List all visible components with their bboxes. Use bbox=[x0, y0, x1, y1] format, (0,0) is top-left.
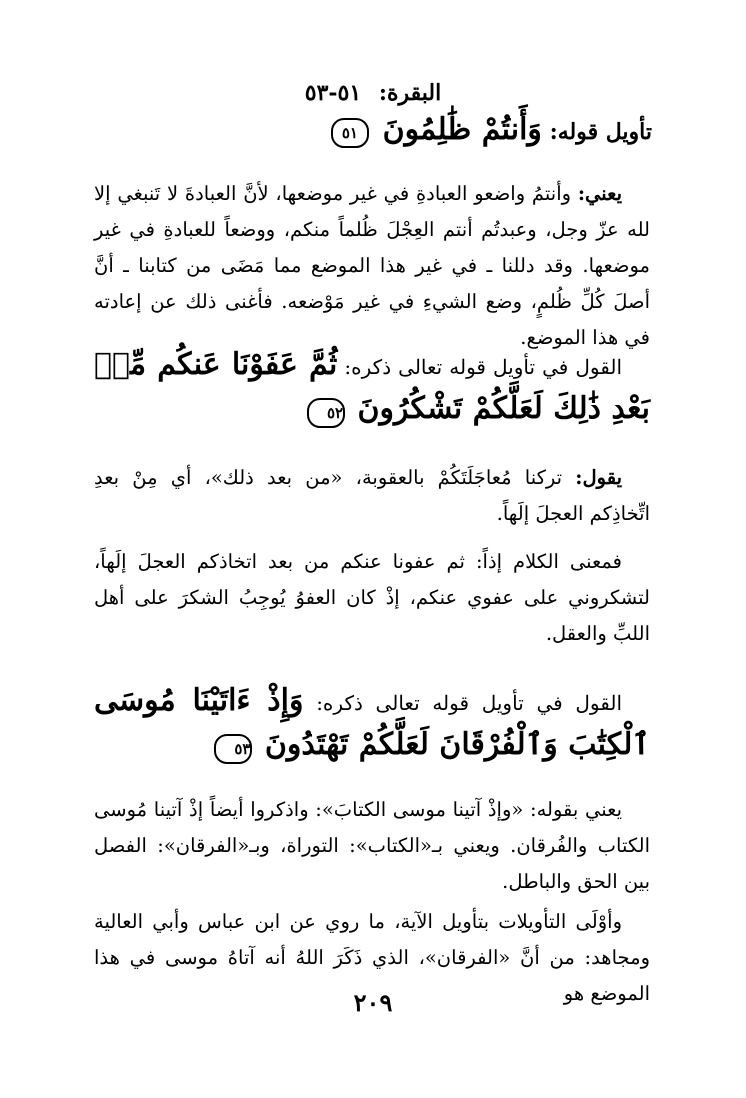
paragraph-4-text: «وإذْ آتينا موسى الكتابَ»: واذكروا أيضاً إذْ آتينا مُوسى الكتاب والفُرقان. ويعني بـ«الكتاب»: التوراة، وبـ«الفرقان»: الفصل بين الحق والباطل. bbox=[94, 798, 650, 893]
paragraph-1-lead: يعني: bbox=[577, 182, 622, 205]
paragraph-2-text: تركنا مُعاجَلَتَكُمْ بالعقوبة، «من بعد ذلك»، أي مِنْ بعدِ اتِّخاذِكم العجلَ إلَهاً. bbox=[94, 466, 650, 525]
surah-title: البقرة: bbox=[378, 80, 442, 106]
verse-53-text: وَإِذْ ءَاتَيْنَا مُوسَى ٱلْكِتَٰبَ وَٱلْفُرْقَانَ لَعَلَّكُمْ تَهْتَدُونَ bbox=[94, 683, 650, 762]
ayah-marker-52: ٥٢ bbox=[307, 398, 345, 428]
paragraph-5-lead: وأوْلَى التأويلات بتأويل الآية، bbox=[394, 910, 622, 933]
verse-range: ٥١-٥٣ bbox=[304, 80, 362, 106]
paragraph-4-lead: يعني بقوله: bbox=[530, 798, 623, 821]
paragraph-2-lead: يقول: bbox=[575, 466, 623, 489]
section-53-intro: القول في تأويل قوله تعالى ذكره: bbox=[316, 691, 622, 715]
paragraph-3 bbox=[94, 544, 650, 652]
verse-51-heading bbox=[331, 112, 652, 148]
verse-51-text: وَأَنتُمْ ظَٰلِمُونَ bbox=[382, 112, 542, 147]
section-53-heading bbox=[94, 680, 650, 768]
verse-52-text: ثُمَّ عَفَوْنَا عَنكُم مِّنۢ بَعْدِ ذَٰلِكَ لَعَلَّكُمْ تَشْكُرُونَ bbox=[94, 347, 650, 426]
ayah-marker-53: ٥٣ bbox=[214, 734, 252, 764]
section-52-heading bbox=[94, 344, 650, 432]
section-52-intro: القول في تأويل قوله تعالى ذكره: bbox=[344, 355, 623, 379]
paragraph-3-text: ثم عفونا عنكم من بعد اتخاذكم العجلَ إلَهاً، لتشكروني على عفوي عنكم، إذْ كان العفوُ يُوجِبُ الشكرَ على أهل اللبِّ والعقل. bbox=[94, 550, 650, 645]
paragraph-1 bbox=[94, 176, 650, 356]
paragraph-1-text: وأنتمُ واضعو العبادةِ في غير موضعها، لأنَّ العبادةَ لا تَنبغي إلا لله عزّ وجل، وعبدتُم أنتم العِجْلَ ظُلماً منكم، ووضعاً للعبادةِ في غير موضعها. وقد دللنا ـ في غير هذا الموضع مما مَضَى من كتابنا ـ أنَّ أصلَ كُلِّ ظُلمٍ، وضع الشيءِ في غير مَوْضعه. فأغنى ذلك عن إعادته في هذا الموضع. bbox=[94, 182, 650, 349]
paragraph-2 bbox=[94, 460, 650, 532]
paragraph-5-text: ما روي عن ابن عباس وأبي العالية ومجاهد: من أنَّ «الفرقان»، الذي ذَكَرَ اللهُ أنه آتاهُ موسى في هذا الموضع هو bbox=[94, 910, 650, 1005]
paragraph-3-lead: فمعنى الكلام إذاً: bbox=[475, 550, 623, 573]
running-header bbox=[0, 80, 746, 106]
paragraph-4 bbox=[94, 792, 650, 900]
ayah-marker-51: ٥١ bbox=[331, 118, 369, 148]
verse-51-label: تأويل قوله: bbox=[549, 119, 652, 145]
page-number: ٢٠٩ bbox=[353, 988, 393, 1017]
